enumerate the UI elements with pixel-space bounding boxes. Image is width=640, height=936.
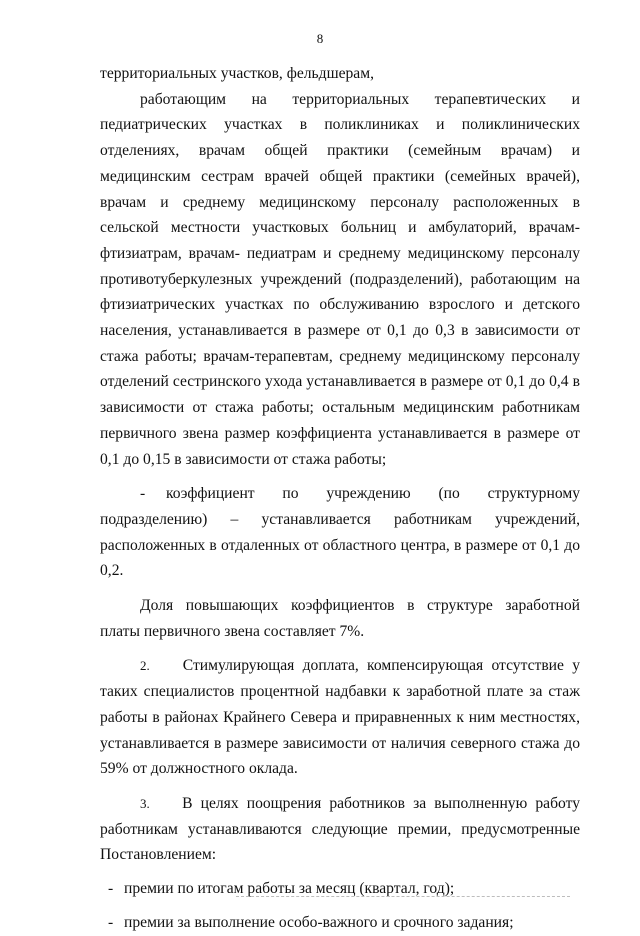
- paragraph-institution-coefficient-text: коэффициент по учреждению (по структурному подразделению) – устанавливается работникам учреждений, расположенных в отдаленных от областного центра, в размере от 0,1 до 0,2.: [100, 485, 580, 580]
- paragraph-territorial-sections: территориальных участков, фельдшерам,: [100, 65, 374, 82]
- dash-marker: -: [108, 880, 114, 898]
- paragraph-item-3: [100, 791, 580, 868]
- page-number: 8: [316, 31, 324, 46]
- dash-marker: -: [140, 485, 146, 503]
- list-item-monthly-bonus-text: премии по итогам работы за месяц (квартал, год);: [124, 880, 455, 898]
- document-body: [100, 61, 580, 936]
- list-item-urgent-task-bonus-text: премии за выполнение особо-важного и срочного задания;: [124, 913, 514, 931]
- list-item-monthly-bonus: [100, 876, 580, 902]
- dash-marker: -: [108, 913, 114, 931]
- paragraph-institution-coefficient: [100, 481, 580, 584]
- paragraph-coefficient-share: Доля повышающих коэффициентов в структуре заработной платы первичного звена составляет 7%.: [100, 597, 580, 640]
- list-item-urgent-task-bonus: [100, 910, 580, 936]
- footer-rule: [236, 896, 570, 897]
- item-number-3: 3.: [140, 795, 150, 811]
- paragraph-item-3-text: В целях поощрения работников за выполненную работу работникам устанавливаются следующие премии, предусмотренные Постановлением:: [100, 794, 580, 864]
- paragraph-coefficient-rules: работающим на территориальных терапевтических и педиатрических участках в поликлиниках и поликлинических отделениях, врачам общей практики (семейным врачам) и медицинским сестрам врачей общей практики (семейных врачей), врачам и среднему медицинскому персоналу расположенных в сельской местности участковых больниц и амбулаторий, врачам-фтизиатрам, врачам- педиатрам и среднему медицинскому персоналу противотуберкулезных учреждений (подразделений), работающим на фтизиатрических участках по обслуживанию взрослого и детского населения, устанавливается в размере от 0,1 до 0,3 в зависимости от стажа работы; врачам-терапевтам, среднему медицинскому персоналу отделений сестринского ухода устанавливается в размере от 0,1 до 0,4 в зависимости от стажа работы; остальным медицинским работникам первичного звена размер коэффициента устанавливается в размере от 0,1 до 0,15 в зависимости от стажа работы;: [100, 90, 580, 468]
- paragraph-item-2: [100, 653, 580, 782]
- paragraph-item-2-text: Стимулирующая доплата, компенсирующая отсутствие у таких специалистов процентной надбавки к заработной плате за стаж работы в районах Крайнего Севера и приравненных к ним местностях, устанавливается в размере зависимости от наличия северного стажа до 59% от должностного оклада.: [100, 657, 580, 778]
- item-number-2: 2.: [140, 658, 150, 674]
